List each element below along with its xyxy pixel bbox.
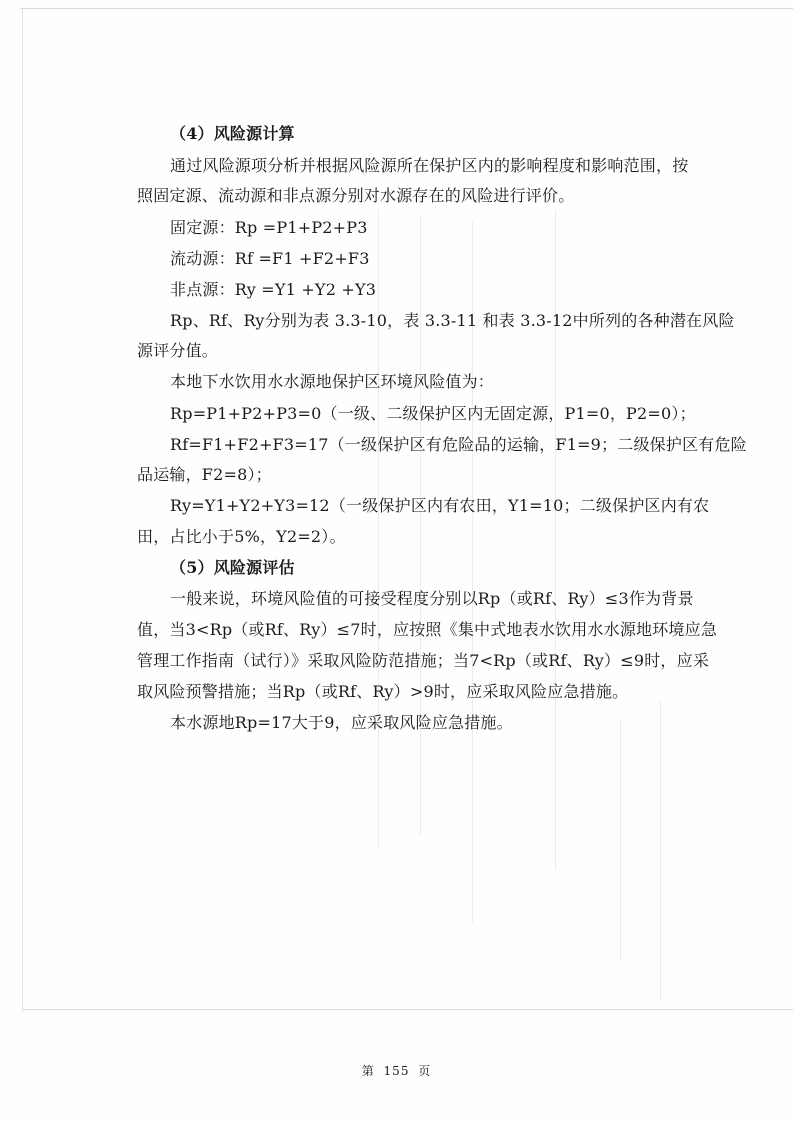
section-4-intro-line-1: 通过风险源项分析并根据风险源所在保护区内的影响程度和影响范围，按 xyxy=(170,156,689,175)
page-footer xyxy=(0,1063,793,1079)
bleed-through-line xyxy=(620,720,621,960)
rp-calculation: Rp=P1+P2+P3=0（一级、二级保护区内无固定源，P1=0，P2=0）； xyxy=(170,404,696,423)
ry-calculation-line-2: 田，占比小于5%，Y2=2）。 xyxy=(137,527,346,546)
page-number-prefix: 第 xyxy=(361,1064,375,1078)
bleed-through-line xyxy=(378,210,379,850)
bleed-through-line xyxy=(555,210,556,870)
scan-edge-left xyxy=(22,8,23,1012)
rf-calculation-line-2: 品运输，F2=8）； xyxy=(137,465,272,484)
section-5-line-1: 一般来说，环境风险值的可接受程度分别以Rp（或Rf、Ry）≤3作为背景 xyxy=(170,589,694,608)
section-4-intro-line-2: 照固定源、流动源和非点源分别对水源存在的风险进行评价。 xyxy=(137,186,575,205)
scan-edge-top xyxy=(20,8,793,9)
page-number-suffix: 页 xyxy=(418,1064,432,1078)
mobile-source-formula: 流动源：Rf =F1 +F2+F3 xyxy=(170,249,370,268)
risk-value-intro: 本地下水饮用水水源地保护区环境风险值为： xyxy=(170,372,495,391)
section-5-line-4: 取风险预警措施；当Rp（或Rf、Ry）>9时，应采取风险应急措施。 xyxy=(137,682,629,701)
fixed-source-formula: 固定源：Rp =P1+P2+P3 xyxy=(170,218,368,237)
nonpoint-source-formula: 非点源：Ry =Y1 +Y2 +Y3 xyxy=(170,280,377,299)
page-number: 155 xyxy=(383,1064,410,1078)
rf-calculation-line-1: Rf=F1+F2+F3=17（一级保护区有危险品的运输，F1=9；二级保护区有危险 xyxy=(170,435,747,454)
tables-reference-line-1: Rp、Rf、Ry分别为表 3.3-10，表 3.3-11 和表 3.3-12中所列的各种潜在风险 xyxy=(170,311,735,330)
section-5-conclusion: 本水源地Rp=17大于9，应采取风险应急措施。 xyxy=(170,713,513,732)
ry-calculation-line-1: Ry=Y1+Y2+Y3=12（一级保护区内有农田，Y1=10；二级保护区内有农 xyxy=(170,496,710,515)
section-4-heading: （4）风险源计算 xyxy=(170,124,295,143)
section-5-heading: （5）风险源评估 xyxy=(170,558,295,577)
section-5-line-2: 值，当3<Rp（或Rf、Ry）≤7时，应按照《集中式地表水饮用水水源地环境应急 xyxy=(137,620,718,639)
tables-reference-line-2: 源评分值。 xyxy=(137,341,219,360)
scan-edge-bottom xyxy=(22,1009,793,1010)
bleed-through-line xyxy=(420,215,421,835)
section-5-line-3: 管理工作指南（试行）》采取风险防范措施；当7<Rp（或Rf、Ry）≤9时，应采 xyxy=(137,651,710,670)
bleed-through-line xyxy=(660,700,661,1000)
